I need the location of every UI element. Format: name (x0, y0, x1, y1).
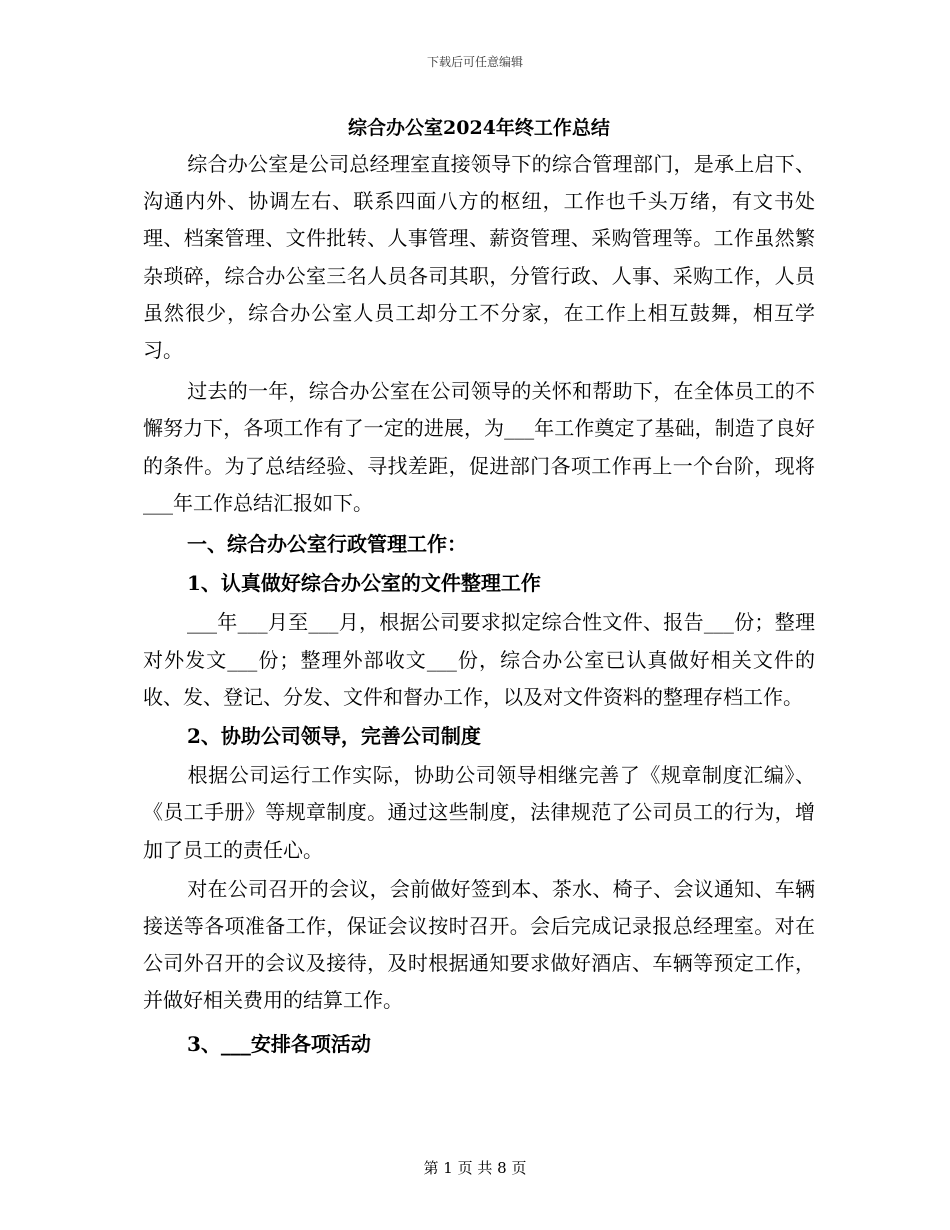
paragraph-text: 综合办公室是公司总经理室直接领导下的综合管理部门，是承上启下、沟通内外、协调左右、联系四面八方的枢纽，工作也千头万绪，有文书处理、档案管理、文件批转、人事管理、薪资管理、采购管理等。工作虽然繁杂琐碎，综合办公室三名人员各司其职，分管行政、人事、采购工作，人员虽然很少，综合办公室人员工却分工不分家，在工作上相互鼓舞，相互学习。 (143, 152, 815, 363)
paragraph-text: ___年___月至___月，根据公司要求拟定综合性文件、报告___份；整理对外发文___份；整理外部收文___份，综合办公室已认真做好相关文件的收、发、登记、分发、文件和督办工作，以及对文件资料的整理存档工作。 (143, 610, 815, 709)
paragraph-text: 根据公司运行工作实际，协助公司领导相继完善了《规章制度汇编》、《员工手册》等规章制度。通过这些制度，法律规范了公司员工的行为，增加了员工的责任心。 (143, 763, 815, 862)
paragraph (143, 757, 815, 869)
document-body (143, 110, 815, 1063)
document-title: 综合办公室2024年终工作总结 (348, 117, 610, 139)
paragraph (143, 373, 815, 522)
paragraph-text: 过去的一年，综合办公室在公司领导的关怀和帮助下，在全体员工的不懈努力下，各项工作有了一定的进展，为___年工作奠定了基础，制造了良好的条件。为了总结经验、寻找差距，促进部门各项工作再上一个台阶，现将___年工作总结汇报如下。 (143, 379, 815, 515)
section-heading: 一、综合办公室行政管理工作： (187, 532, 467, 557)
paragraph (143, 146, 815, 369)
paragraph (143, 604, 815, 716)
page-header: 下载后可任意编辑 (426, 55, 523, 69)
paragraph (143, 871, 815, 1020)
page-footer: 第 1 页 共 8 页 (423, 1159, 527, 1177)
paragraph-text: 对在公司召开的会议，会前做好签到本、茶水、椅子、会议通知、车辆接送等各项准备工作，保证会议按时召开。会后完成记录报总经理室。对在公司外召开的会议及接待，及时根据通知要求做好酒店、车辆等预定工作，并做好相关费用的结算工作。 (143, 876, 815, 1013)
subsection-heading: 2、协助公司领导，完善公司制度 (187, 724, 481, 749)
subsection-heading: 3、___安排各项活动 (187, 1031, 371, 1056)
subsection-heading: 1、认真做好综合办公室的文件整理工作 (187, 571, 541, 596)
